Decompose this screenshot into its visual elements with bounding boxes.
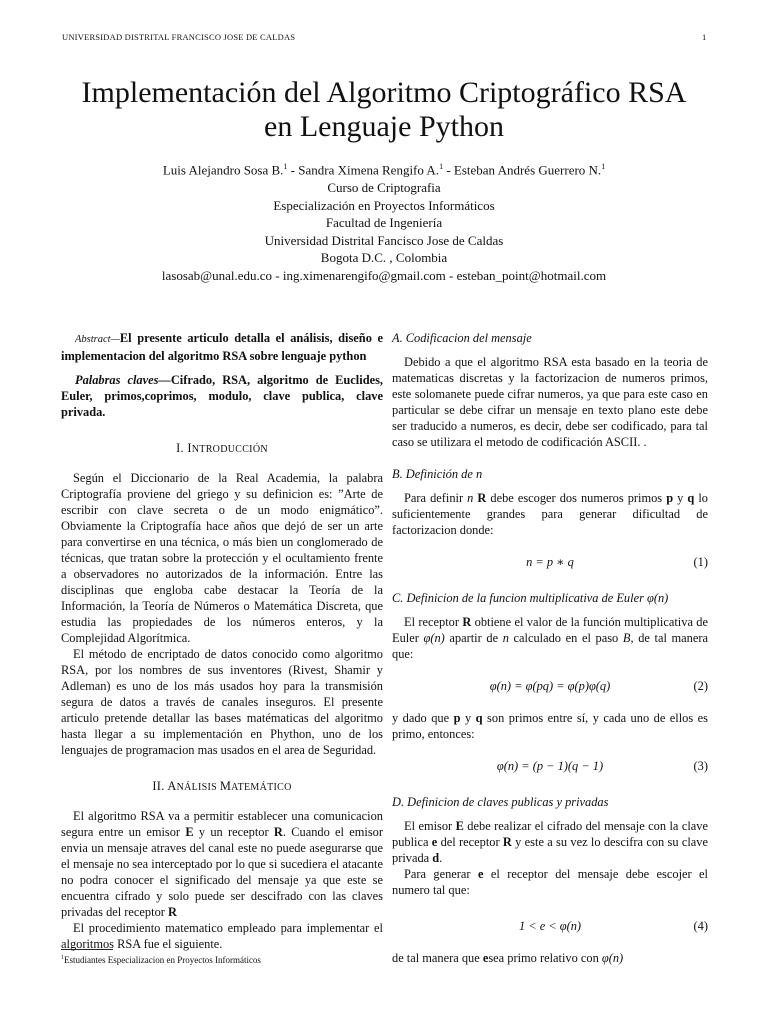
subsection-d-text-3: de tal manera que esea primo relativo con φ(n): [392, 951, 624, 965]
subsection-c-text-2: y dado que p y q son primos entre sí, y cada uno de ellos es primo, entonces:: [392, 711, 708, 741]
right-column: [392, 330, 708, 966]
subsection-b-text: Para definir n R debe escoger dos numeros primos p y q lo suficientemente grandes para generar dificultad de factorizacion donde:: [392, 491, 708, 537]
paper-title: [0, 76, 768, 144]
author-1: Luis Alejandro Sosa B.: [162, 162, 284, 178]
subsection-a-title: A. Codificacion del mensaje: [392, 331, 532, 345]
subsection-d-title: D. Definicion de claves publicas y privadas: [392, 795, 609, 809]
footnote: $^1$Estudiantes Especializacion en Proyectos Informáticos: [61, 955, 261, 965]
affil-mark-1: 1: [283, 162, 288, 171]
subsection-b-title: B. Definición de n: [392, 467, 483, 481]
equation-1: n = p ∗ q (1): [526, 555, 708, 569]
author-3: - Esteban Andrés Guerrero N.: [443, 162, 602, 178]
math-paragraph-1: El algoritmo RSA va a permitir establecer una comunicacion segura entre un emisor E y un receptor R. Cuando el emisor envia un mensaje atraves del canal este no puede asegurarse que el mensaje no sea interceptado por lo que si sucediera el atacante no podra conocer el significado del mensaje ya que este se encuentra cifrado y solo puede ser descifrado con las claves privadas del receptor R: [61, 809, 384, 919]
left-column: [61, 330, 383, 952]
author-2: - Sandra Ximena Rengifo A.: [287, 162, 440, 178]
title-line-2: en Lenguaje Python: [264, 110, 504, 143]
intro-paragraph-2: El método de encriptado de datos conocido como algoritmo RSA, por los nombres de sus inventores (Rivest, Shamir y Adleman) es uno de los más usados hoy para la transmisión segura de datos a través de canales inseguros. El presente articulo pretende detallar las bases matématicas del algoritmo hasta llegar a su implementación en Phython, uno de los lenguajes de programacion mas usados en el area de Seguridad.: [61, 647, 383, 757]
subsection-a-text: Debido a que el algoritmo RSA esta basado en la teoria de matematicas discretas y la factorizacion de numeros primos, este solomanete puede cifrar numeros, ya que para este caso en particular se debe cifrar un mensaje en texto plano este debe ser traducido a numeros, es decir, debe ser codificado, para tal caso se utilizara el metodo de codificación ASCII. .: [392, 355, 708, 449]
intro-paragraph-1: Según el Diccionario de la Real Academia, la palabra Criptografía proviene del griego y su definicion es: ”Arte de escribir con clave secreta o de un modo enigmático”. Obviamente la Criptografía hace años que dejó de ser un arte para convertirse en una técnica, o más bien un conglomerado de técnicas, que tratan sobre la protección y el ocultamiento frente a observadores no autorizados de la información. Entre las disciplinas que engloba cabe destacar la Teoría de la Información, la Teoría de Números o Matemática Discreta, que estudia las propiedades de los números enteros, y la Complejidad Algorítmica.: [61, 471, 383, 645]
keywords-text: Cifrado, RSA, algoritmo de Euclides, Euler, primos,coprimos, modulo, clave publica, clave privada.: [61, 373, 384, 419]
course-line: Curso de Criptografia: [327, 179, 441, 195]
city-line: Bogota D.C. , Colombia: [320, 250, 448, 266]
emails-line: lasosab@unal.edu.co - ing.ximenarengifo@gmail.com - esteban_point@hotmail.com: [161, 267, 607, 283]
math-paragraph-2: El procedimiento matematico empleado para implementar el algoritmos RSA fue el siguiente.: [61, 921, 383, 951]
author-names: [0, 158, 768, 179]
section-heading-intro: I. INTRODUCCIÓN: [176, 441, 268, 455]
abstract-label: Abstract—: [75, 334, 120, 345]
footnote-rule: [61, 949, 113, 950]
faculty-line: Facultad de Ingeniería: [325, 215, 443, 231]
author-block: [0, 158, 768, 284]
abstract: [61, 330, 383, 364]
keywords-label: Palabras claves—: [75, 373, 171, 387]
running-header: UNIVERSIDAD DISTRITAL FRANCISCO JOSE DE CALDAS: [62, 32, 296, 42]
subsection-d-text: El emisor E debe realizar el cifrado del mensaje con la clave publica e del receptor R y este a su vez lo descifra con su clave privada d.: [392, 819, 708, 865]
page-number: 1: [702, 32, 707, 42]
program-line: Especialización en Proyectos Informáticos: [273, 197, 495, 213]
university-line: Universidad Distrital Fancisco Jose de Caldas: [264, 232, 504, 248]
equation-3: φ(n) = (p − 1)(q − 1) (3): [496, 759, 708, 773]
title-line-1: Implementación del Algoritmo Criptográfico RSA: [81, 76, 687, 109]
equation-2: φ(n) = φ(pq) = φ(p)φ(q) (2): [489, 679, 708, 693]
subsection-c-title: C. Definicion de la funcion multiplicativa de Euler φ(n): [392, 591, 669, 605]
section-heading-math: II. ANÁLISIS MATEMÁTICO: [152, 779, 292, 793]
equation-4: 1 < e < φ(n) (4): [518, 919, 708, 933]
affil-mark-3: 1: [601, 162, 606, 171]
affil-mark-2: 1: [439, 162, 444, 171]
subsection-d-text-2: Para generar e el receptor del mensaje debe escojer el numero tal que:: [392, 867, 708, 897]
subsection-c-text: El receptor R obtiene el valor de la función multiplicativa de Euler φ(n) apartir de n calculado en el paso B, de tal manera que:: [392, 615, 708, 661]
keywords: [61, 372, 383, 420]
abstract-text: El presente articulo detalla el análisis, diseño e implementacion del algoritmo RSA sobre lenguaje python: [61, 331, 383, 363]
